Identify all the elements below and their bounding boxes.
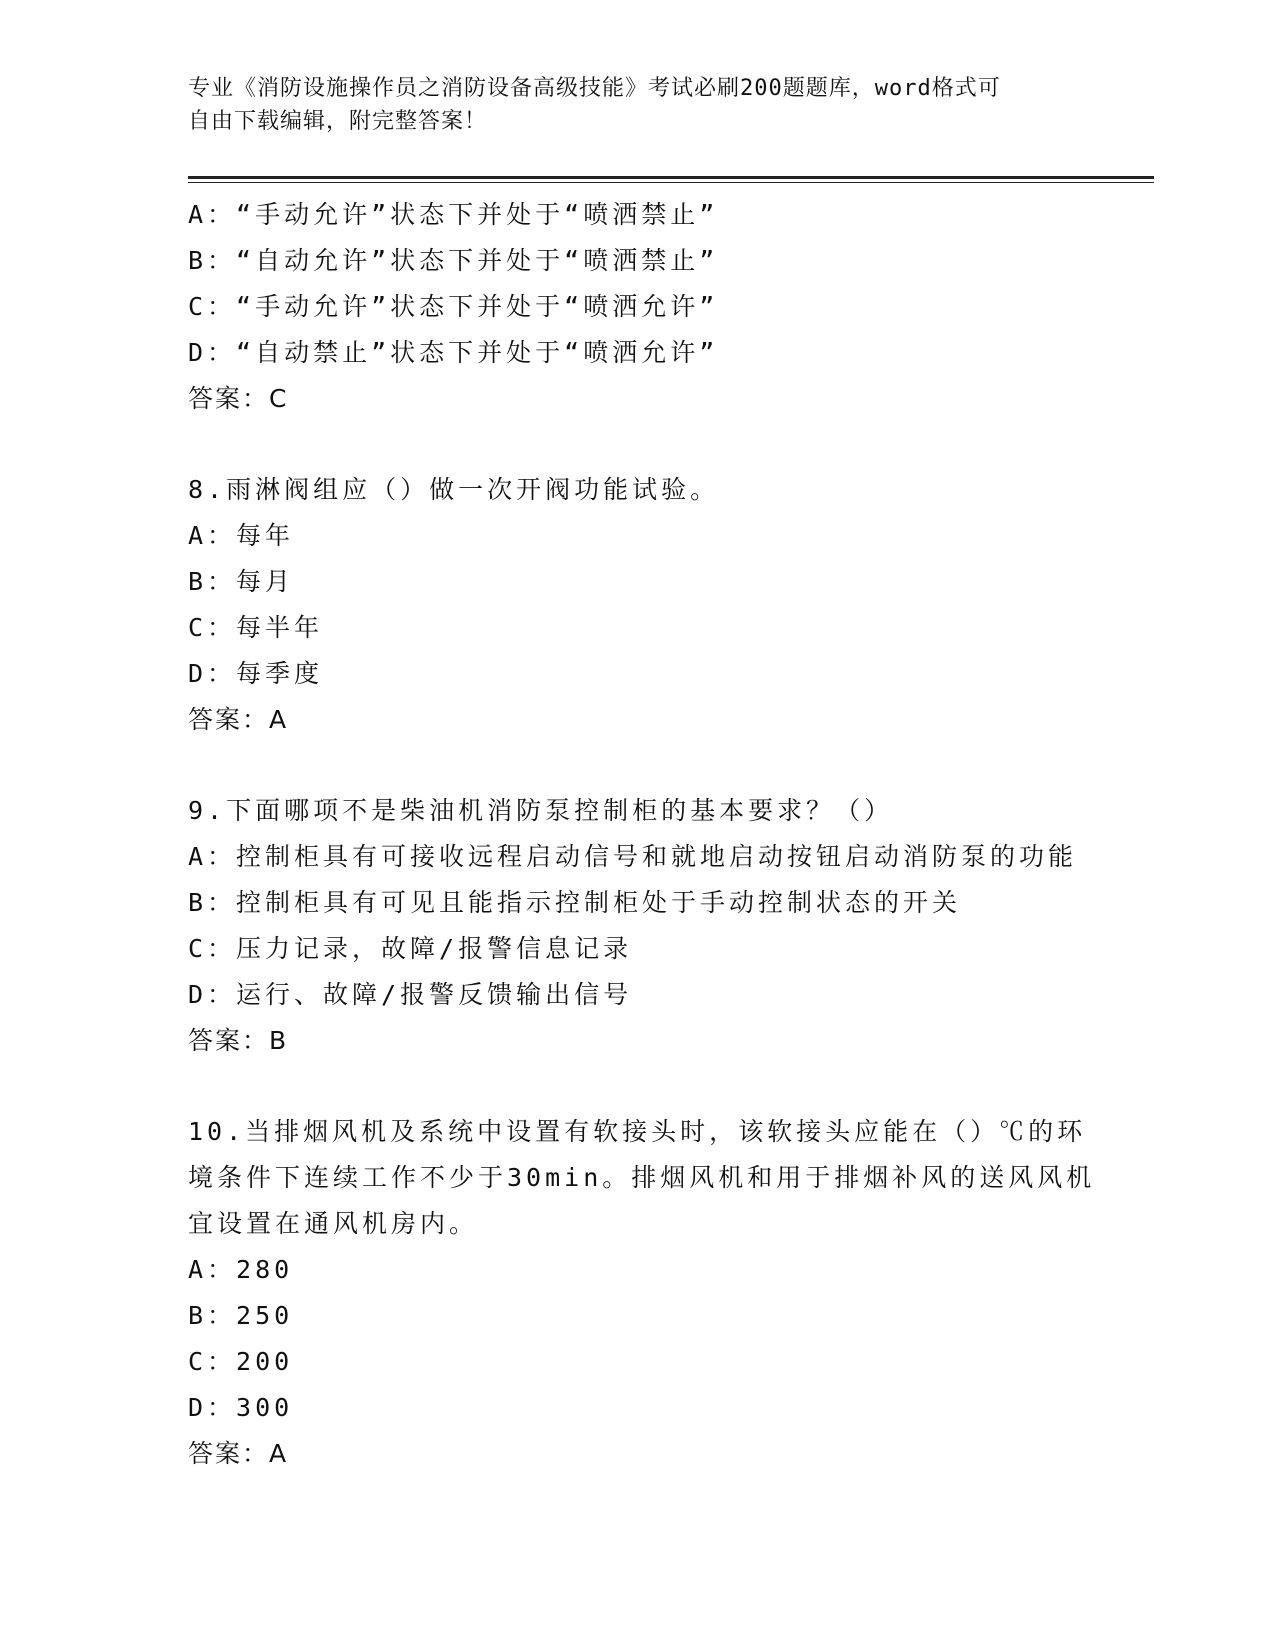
option-c: C：压力记录，故障/报警信息记录 — [188, 934, 633, 963]
option-d: D：300 — [188, 1393, 294, 1422]
option-a: A：“手动允许”状态下并处于“喷洒禁止” — [188, 200, 719, 229]
question-7 — [188, 192, 1088, 422]
option-c: C：每半年 — [188, 613, 324, 642]
spacer — [188, 743, 1088, 788]
question-stem: 8.雨淋阀组应（）做一次开阀功能试验。 — [188, 475, 720, 504]
question-10 — [188, 1109, 1096, 1477]
header-line-1: 专业《消防设施操作员之消防设备高级技能》考试必刷200题题库，word格式可 — [188, 76, 1001, 101]
answer-line: 答案：A — [188, 705, 289, 734]
question-8 — [188, 467, 1088, 743]
option-d: D：“自动禁止”状态下并处于“喷洒允许” — [188, 338, 719, 367]
option-a: A：280 — [188, 1255, 294, 1284]
header-divider-thick — [188, 176, 1154, 179]
question-stem-line-3: 宜设置在通风机房内。 — [188, 1209, 479, 1238]
option-b: B：“自动允许”状态下并处于“喷洒禁止” — [188, 246, 719, 275]
answer-line: 答案：C — [188, 384, 289, 413]
answer-line: 答案：B — [188, 1026, 289, 1055]
question-9 — [188, 788, 1088, 1064]
question-stem: 9.下面哪项不是柴油机消防泵控制柜的基本要求？（） — [188, 796, 894, 825]
answer-line: 答案：A — [188, 1439, 289, 1468]
document-header — [188, 72, 1068, 138]
option-c: C：“手动允许”状态下并处于“喷洒允许” — [188, 292, 719, 321]
header-divider-thin — [188, 182, 1154, 183]
option-c: C：200 — [188, 1347, 294, 1376]
option-a: A：控制柜具有可接收远程启动信号和就地启动按钮启动消防泵的功能 — [188, 842, 1078, 871]
option-d: D：每季度 — [188, 659, 324, 688]
header-line-2: 自由下载编辑，附完整答案！ — [188, 109, 488, 134]
option-d: D：运行、故障/报警反馈输出信号 — [188, 980, 633, 1009]
question-stem-line-1: 10.当排烟风机及系统中设置有软接头时，该软接头应能在（）℃的环 — [188, 1117, 1087, 1146]
option-a: A：每年 — [188, 521, 295, 550]
option-b: B：每月 — [188, 567, 295, 596]
spacer — [188, 1064, 1088, 1109]
spacer — [188, 422, 1088, 467]
option-b: B：控制柜具有可见且能指示控制柜处于手动控制状态的开关 — [188, 888, 962, 917]
question-stem-line-2: 境条件下连续工作不少于30min。排烟风机和用于排烟补风的送风风机 — [188, 1163, 1096, 1192]
option-b: B：250 — [188, 1301, 294, 1330]
question-list — [188, 192, 1096, 1477]
